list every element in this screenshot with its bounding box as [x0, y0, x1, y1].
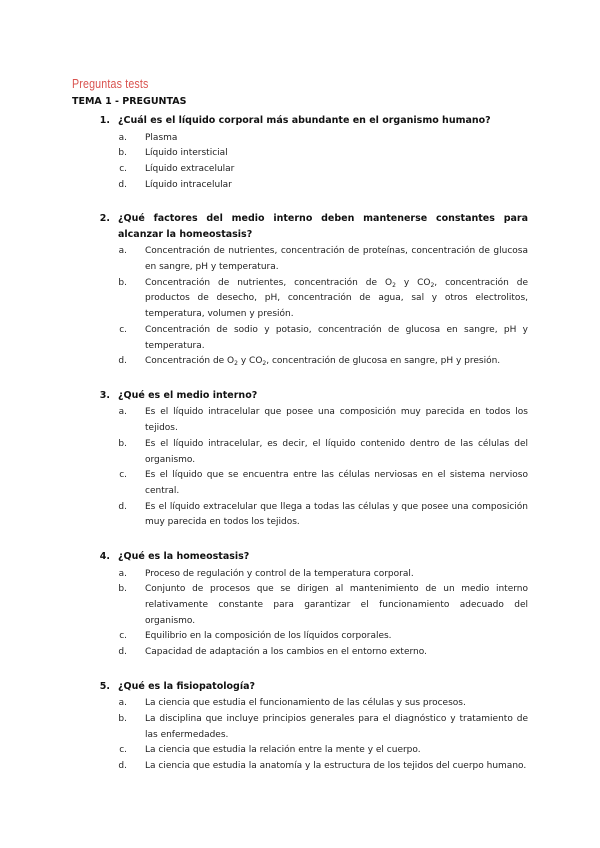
- answer-option: [72, 178, 528, 194]
- option-letter: d.: [118, 761, 127, 772]
- question-text: ¿Qué es la fisiopatología?: [118, 680, 255, 692]
- option-letter: c.: [119, 470, 127, 481]
- question-list: [72, 113, 528, 793]
- option-text: Líquido intersticial: [145, 148, 228, 159]
- subscript: 2: [234, 360, 238, 368]
- option-text-part: y CO: [237, 356, 263, 367]
- answer-option: [72, 712, 528, 743]
- answer-options: [72, 696, 528, 775]
- question-header: [72, 549, 528, 565]
- answer-option: [72, 468, 528, 499]
- option-text: Concentración de nutrientes, concentración de proteínas, concentración de glucosa en sangre, pH y temperatura.: [145, 246, 528, 273]
- option-letter: c.: [119, 631, 127, 642]
- question-item: [72, 679, 528, 775]
- answer-option: [72, 645, 528, 661]
- option-letter: d.: [118, 356, 127, 367]
- option-text-part: , concentración de productos de desecho, pH, concentración de agua, sal y otros electrolitos, temperatura, volumen y presión.: [145, 277, 528, 320]
- answer-option: [72, 276, 528, 323]
- answer-option: [72, 354, 528, 370]
- question-header: [72, 679, 528, 695]
- answer-option: [72, 743, 528, 759]
- option-text: La disciplina que incluye principios generales para el diagnóstico y tratamiento de las enfermedades.: [145, 713, 528, 740]
- question-item: [72, 549, 528, 661]
- answer-options: [72, 405, 528, 531]
- question-item: [72, 211, 528, 370]
- answer-option: [72, 405, 528, 436]
- option-text: [145, 354, 528, 370]
- option-letter: a.: [118, 132, 127, 143]
- option-text: Es el líquido intracelular, es decir, el líquido contenido dentro de las células del organismo.: [145, 438, 528, 465]
- question-header: [72, 388, 528, 404]
- question-header: [72, 211, 528, 242]
- option-letter: b.: [118, 148, 127, 159]
- option-text-part: Concentración de O: [145, 356, 235, 367]
- question-text: ¿Qué factores del medio interno deben mantenerse constantes para alcanzar la homeostasis?: [118, 213, 528, 240]
- answer-options: [72, 567, 528, 661]
- option-text: La ciencia que estudia la anatomía y la estructura de los tejidos del cuerpo humano.: [145, 761, 527, 772]
- option-text: Es el líquido extracelular que llega a todas las células y que posee una composición muy parecida en todos los tejidos.: [145, 501, 528, 528]
- answer-option: [72, 146, 528, 162]
- answer-option: [72, 696, 528, 712]
- answer-option: [72, 131, 528, 147]
- subscript: 2: [430, 281, 435, 289]
- option-letter: d.: [118, 647, 127, 658]
- answer-options: [72, 244, 528, 370]
- question-number: 2.: [99, 213, 110, 225]
- question-header: [72, 113, 528, 129]
- option-text: [145, 276, 528, 323]
- option-text: La ciencia que estudia el funcionamiento de las células y sus procesos.: [145, 698, 466, 709]
- question-number: 3.: [99, 389, 110, 401]
- question-item: [72, 388, 528, 531]
- answer-option: [72, 437, 528, 468]
- option-letter: b.: [118, 277, 127, 288]
- option-letter: c.: [119, 324, 127, 335]
- question-number: 5.: [99, 680, 110, 692]
- option-letter: c.: [119, 745, 127, 756]
- option-text-part: y CO: [395, 277, 431, 288]
- answer-options: [72, 131, 528, 194]
- option-letter: b.: [118, 438, 127, 449]
- answer-option: [72, 500, 528, 531]
- option-text: La ciencia que estudia la relación entre la mente y el cuerpo.: [145, 745, 421, 756]
- option-letter: a.: [118, 407, 127, 418]
- option-text-part: Concentración de nutrientes, concentración de O: [145, 277, 393, 288]
- option-text: Líquido extracelular: [145, 163, 235, 174]
- question-number: 4.: [99, 551, 110, 563]
- subscript: 2: [392, 281, 396, 289]
- option-letter: a.: [118, 568, 127, 579]
- option-letter: a.: [118, 246, 127, 257]
- option-letter: b.: [118, 713, 127, 724]
- option-text-part: , concentración de glucosa en sangre, pH y presión.: [266, 356, 501, 367]
- document-title: Preguntas tests: [72, 76, 149, 91]
- option-text: Equilibrio en la composición de los líquidos corporales.: [145, 631, 392, 642]
- subscript: 2: [262, 360, 267, 368]
- option-text: Concentración de sodio y potasio, concentración de glucosa en sangre, pH y temperatura.: [145, 324, 528, 351]
- option-text: Es el líquido intracelular que posee una composición muy parecida en todos los tejidos.: [145, 407, 528, 434]
- answer-option: [72, 629, 528, 645]
- question-number: 1.: [99, 115, 110, 126]
- option-text: Plasma: [145, 132, 178, 143]
- answer-option: [72, 759, 528, 775]
- option-letter: a.: [118, 698, 127, 709]
- section-heading: TEMA 1 - PREGUNTAS: [72, 96, 187, 107]
- option-text: Líquido intracelular: [145, 179, 232, 190]
- question-item: [72, 113, 528, 193]
- answer-option: [72, 323, 528, 354]
- option-letter: d.: [118, 501, 127, 512]
- question-text: ¿Qué es el medio interno?: [118, 389, 258, 401]
- answer-option: [72, 244, 528, 275]
- answer-option: [72, 582, 528, 629]
- question-text: ¿Qué es la homeostasis?: [118, 551, 250, 563]
- answer-option: [72, 162, 528, 178]
- option-text: Es el líquido que se encuentra entre las células nerviosas en el sistema nervioso central.: [145, 470, 528, 496]
- option-text: Proceso de regulación y control de la temperatura corporal.: [145, 568, 414, 579]
- question-text: ¿Cuál es el líquido corporal más abundante en el organismo humano?: [118, 115, 491, 126]
- answer-option: [72, 567, 528, 583]
- option-letter: b.: [118, 584, 127, 595]
- option-text: Capacidad de adaptación a los cambios en el entorno externo.: [145, 647, 427, 658]
- option-letter: c.: [119, 163, 127, 174]
- option-letter: d.: [118, 179, 127, 190]
- option-text: Conjunto de procesos que se dirigen al mantenimiento de un medio interno relativamente constante para garantizar el funcionamiento adecuado del organismo.: [145, 584, 528, 626]
